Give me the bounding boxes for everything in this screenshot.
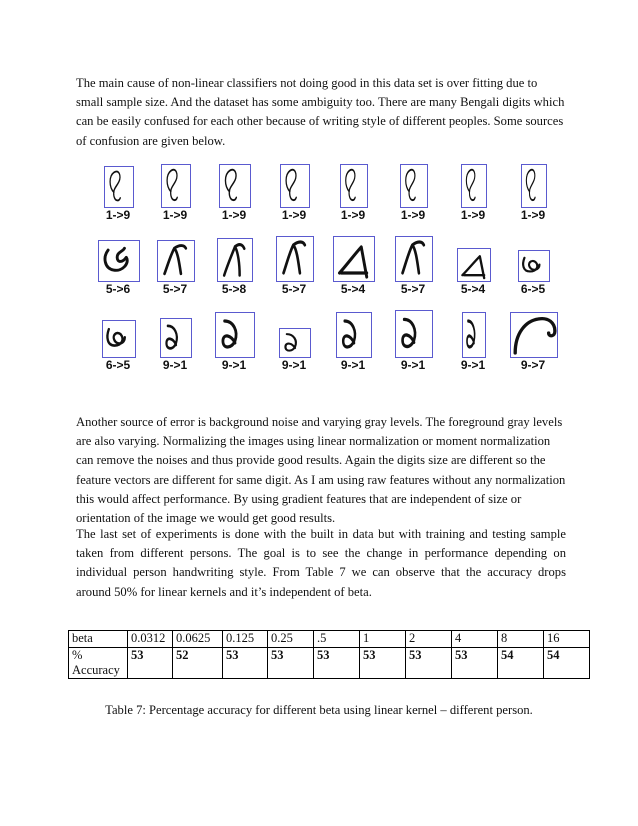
confusion-label: 6->5 — [105, 358, 131, 372]
digit-sample — [443, 310, 503, 376]
table-cell: 53 — [223, 648, 268, 679]
digit-image — [280, 164, 310, 208]
digit-sample — [145, 234, 205, 300]
digit-image — [279, 328, 311, 358]
digit-sample — [503, 310, 563, 376]
table-cell: 0.0312 — [128, 631, 173, 648]
table-cell: 52 — [173, 648, 223, 679]
confusion-label: 9->1 — [162, 358, 188, 372]
confusion-label: 5->8 — [221, 282, 247, 296]
digit-image — [215, 312, 255, 358]
table-cell: .5 — [314, 631, 360, 648]
confusion-label: 1->9 — [340, 208, 366, 222]
digit-image — [400, 164, 428, 208]
confusion-label: 5->7 — [162, 282, 188, 296]
digit-image — [217, 238, 253, 282]
digit-sample — [88, 234, 148, 300]
table-cell: 53 — [360, 648, 406, 679]
digit-image — [219, 164, 251, 208]
confusion-label: 5->4 — [460, 282, 486, 296]
digit-image — [461, 164, 487, 208]
table-cell: 53 — [406, 648, 452, 679]
table-cell: 54 — [544, 648, 590, 679]
noise-paragraph: Another source of error is background noise and varying gray levels. The foreground gray levels are also varying. Normalizing the images using linear normalization or moment normalization can remove the noises and thus provide good results. Again the digits size are different so the feature vectors are different for same digit. As I am using raw features without any normalization this would affect performance. By using gradient features that are independent of size or orientation of the image we would get good results. — [76, 415, 566, 526]
confusion-label: 1->9 — [105, 208, 131, 222]
table-cell: 53 — [128, 648, 173, 679]
confusion-label: 5->7 — [400, 282, 426, 296]
confusion-label: 9->7 — [520, 358, 546, 372]
confusion-label: 5->6 — [105, 282, 131, 296]
digit-image — [336, 312, 372, 358]
digit-image — [518, 250, 550, 282]
intro-paragraph: The main cause of non-linear classifiers not doing good in this data set is over fitting due to small sample size. And the dataset has some ambiguity too. There are many Bengali digits which can be easily confused for each other because of writing style of different peoples. Some sources of confusion are given below. — [76, 76, 565, 148]
digit-sample — [145, 160, 205, 226]
digit-sample — [204, 234, 264, 300]
digit-sample — [88, 310, 148, 376]
confusion-label: 6->5 — [520, 282, 546, 296]
confusion-label: 9->1 — [221, 358, 247, 372]
digit-sample — [264, 310, 324, 376]
beta-accuracy-table — [68, 630, 590, 679]
digit-image — [340, 164, 368, 208]
confusion-label: 1->9 — [281, 208, 307, 222]
table-cell: 53 — [314, 648, 360, 679]
digit-sample — [383, 234, 443, 300]
table-cell: 1 — [360, 631, 406, 648]
confusion-label: 1->9 — [400, 208, 426, 222]
table-cell: 4 — [452, 631, 498, 648]
digit-image — [160, 318, 192, 358]
confusion-label: 9->1 — [460, 358, 486, 372]
digit-image — [102, 320, 136, 358]
table-cell: 53 — [452, 648, 498, 679]
table-cell: 2 — [406, 631, 452, 648]
digit-image — [104, 166, 134, 208]
confusion-label: 5->7 — [281, 282, 307, 296]
table-caption: Table 7: Percentage accuracy for different beta using linear kernel – different person. — [105, 703, 533, 717]
digit-sample — [323, 310, 383, 376]
confusion-label: 9->1 — [340, 358, 366, 372]
digit-sample — [503, 234, 563, 300]
digit-image — [510, 312, 558, 358]
table-cell: 53 — [268, 648, 314, 679]
digit-image — [395, 236, 433, 282]
digit-sample — [443, 234, 503, 300]
digit-sample — [323, 160, 383, 226]
digit-sample — [383, 310, 443, 376]
confusion-label: 1->9 — [221, 208, 247, 222]
digit-sample — [264, 234, 324, 300]
digit-image — [161, 164, 191, 208]
confusion-label: 1->9 — [162, 208, 188, 222]
digit-sample — [443, 160, 503, 226]
digit-image — [462, 312, 486, 358]
digit-sample — [264, 160, 324, 226]
digit-sample — [503, 160, 563, 226]
digit-image — [457, 248, 491, 282]
confusion-label: 9->1 — [281, 358, 307, 372]
digit-image — [395, 310, 433, 358]
confusion-label: 5->4 — [340, 282, 366, 296]
digit-sample — [145, 310, 205, 376]
digit-image — [276, 236, 314, 282]
table-cell: 0.125 — [223, 631, 268, 648]
digit-image — [98, 240, 140, 282]
digit-image — [157, 240, 195, 282]
table-cell: % Accuracy — [69, 648, 128, 679]
digit-sample — [323, 234, 383, 300]
digit-sample — [383, 160, 443, 226]
digit-sample — [88, 160, 148, 226]
table-cell: 54 — [498, 648, 544, 679]
table-cell: 0.25 — [268, 631, 314, 648]
table-cell: 8 — [498, 631, 544, 648]
experiment-paragraph: The last set of experiments is done with the built in data but with training and testing sample taken from different persons. The goal is to see the change in performance depending on individual person handwriting style. From Table 7 we can observe that the accuracy drops around 50% for linear kernels and it’s independent of beta. — [76, 527, 566, 599]
confusion-label: 1->9 — [520, 208, 546, 222]
table-cell: beta — [69, 631, 128, 648]
digit-sample — [204, 310, 264, 376]
confusion-label: 1->9 — [460, 208, 486, 222]
digit-image — [521, 164, 547, 208]
table-cell: 0.0625 — [173, 631, 223, 648]
table-cell: 16 — [544, 631, 590, 648]
digit-image — [333, 236, 375, 282]
beta-row — [69, 631, 590, 648]
accuracy-row — [69, 648, 590, 679]
confusion-label: 9->1 — [400, 358, 426, 372]
digit-sample — [204, 160, 264, 226]
